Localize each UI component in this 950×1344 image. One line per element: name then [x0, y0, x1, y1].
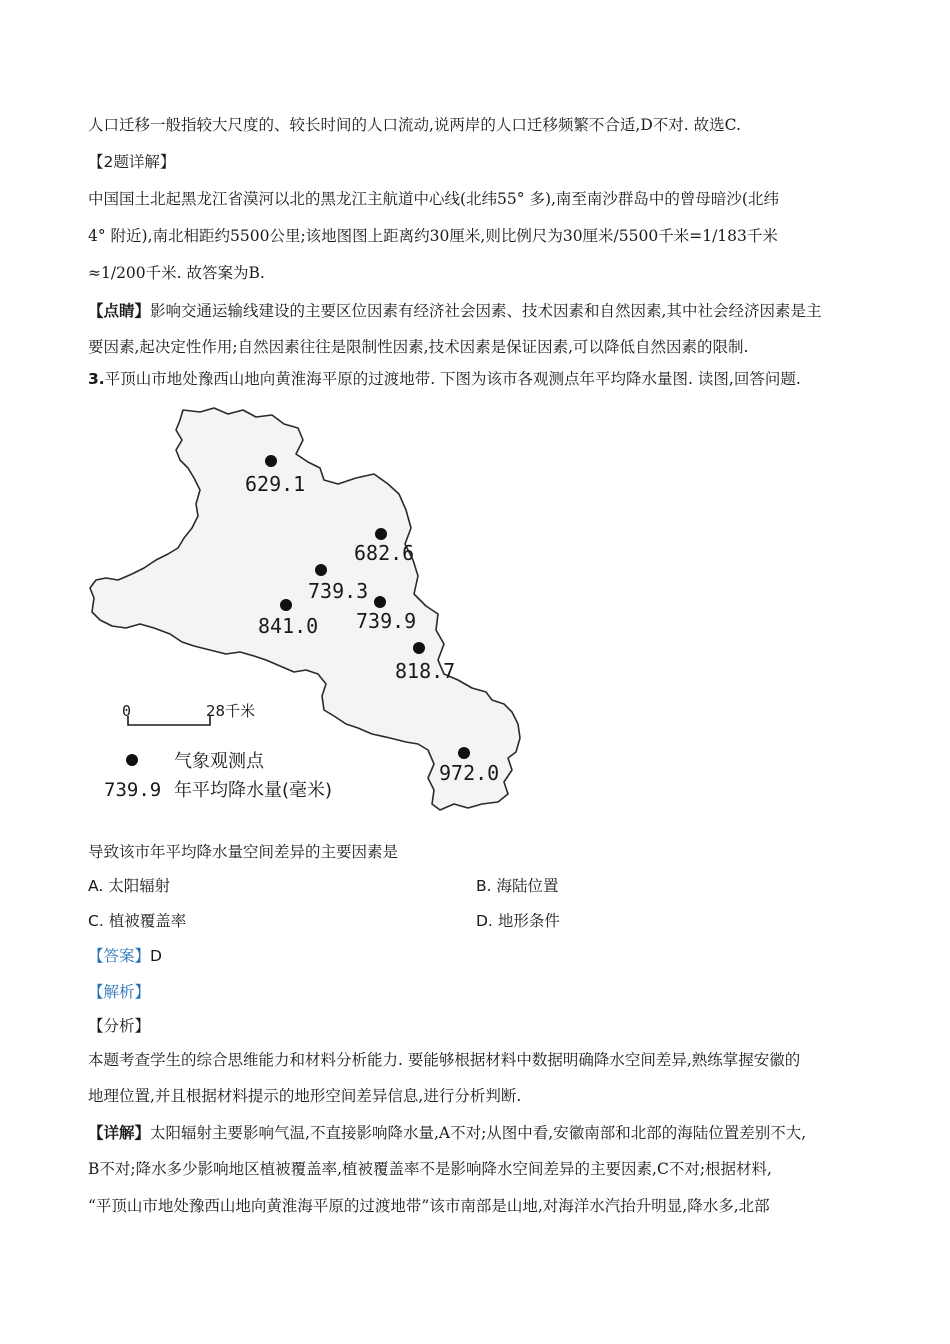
station-marker — [315, 564, 327, 576]
question-3-title — [88, 372, 801, 388]
legend-value-example: 739.9 — [104, 779, 162, 801]
legend-marker — [126, 754, 138, 766]
option-d-text: 地形条件 — [497, 912, 560, 930]
scale-end-label: 28千米 — [206, 702, 256, 720]
detail-tag: 【详解】 — [88, 1123, 151, 1142]
option-b-text: 海陆位置 — [496, 877, 559, 895]
option-a-letter: A. — [88, 877, 104, 895]
tip-line-1 — [88, 303, 821, 320]
detail-line-3: “平顶山市地处豫西山地向黄淮海平原的过渡地带”该市南部是山地,对海洋水汽抬升明显,降水多,北部 — [88, 1197, 770, 1215]
fenxi-line-1: 本题考查学生的综合思维能力和材料分析能力. 要能够根据材料中数据明确降水空间差异,熟练掌握安徽的 — [88, 1051, 801, 1069]
station-value: 972.0 — [439, 761, 500, 785]
legend — [104, 751, 332, 801]
answer-tag: 【答案】 — [88, 947, 151, 965]
legend-station-label: 气象观测点 — [174, 751, 264, 772]
detail-text-1: 太阳辐射主要影响气温,不直接影响降水量,A不对;从图中看,安徽南部和北部的海陆位置差别不大, — [150, 1124, 807, 1142]
option-d — [476, 914, 560, 930]
station-value: 739.9 — [356, 609, 417, 633]
station-value: 818.7 — [395, 659, 456, 683]
question-number: 3. — [88, 370, 105, 388]
option-a-text: 太阳辐射 — [108, 877, 171, 895]
answer-value: D — [150, 947, 162, 965]
station-marker — [280, 599, 292, 611]
station-marker — [458, 747, 470, 759]
q2-detail-header: 【2题详解】 — [88, 153, 176, 171]
tip-tag: 【点睛】 — [88, 301, 151, 320]
precipitation-map — [88, 398, 538, 828]
option-a — [88, 879, 170, 895]
station-value: 629.1 — [245, 472, 306, 496]
q2-detail-line-3: ≈1/200千米. 故答案为B. — [88, 264, 265, 282]
option-b-letter: B. — [476, 877, 492, 895]
city-boundary — [90, 408, 520, 810]
paragraph-conclusion: 人口迁移一般指较大尺度的、较长时间的人口流动,说两岸的人口迁移频繁不合适,D不对. 故选C. — [88, 116, 741, 134]
station-marker — [375, 528, 387, 540]
question-stem: 导致该市年平均降水量空间差异的主要因素是 — [88, 843, 399, 861]
option-c-text: 植被覆盖率 — [108, 912, 187, 930]
question-3-text: 平顶山市地处豫西山地向黄淮海平原的过渡地带. 下图为该市各观测点年平均降水量图. 读图,回答问题. — [104, 370, 801, 388]
option-c-letter: C. — [88, 912, 104, 930]
detail-line-1 — [88, 1125, 806, 1142]
scale-zero: 0 — [122, 702, 132, 720]
q2-detail-line-1: 中国国土北起黑龙江省漠河以北的黑龙江主航道中心线(北纬55° 多),南至南沙群岛中的曾母暗沙(北纬 — [88, 190, 779, 208]
fenxi-line-2: 地理位置,并且根据材料提示的地形空间差异信息,进行分析判断. — [88, 1087, 522, 1105]
station-marker — [413, 642, 425, 654]
q2-detail-line-2: 4° 附近),南北相距约5500公里;该地图图上距离约30厘米,则比例尺为30厘米/5500千米=1/183千米 — [88, 227, 778, 245]
station-value: 682.6 — [354, 541, 415, 565]
scale-bar — [122, 702, 255, 725]
option-d-letter: D. — [476, 912, 493, 930]
scale-line — [128, 716, 210, 725]
station-marker — [374, 596, 386, 608]
station-value: 739.3 — [308, 579, 369, 603]
station-marker — [265, 455, 277, 467]
tip-line-2: 要因素,起决定性作用;自然因素往往是限制性因素,技术因素是保证因素,可以降低自然因素的限制. — [88, 338, 749, 356]
option-c — [88, 914, 186, 930]
fenxi-tag: 【分析】 — [88, 1017, 151, 1035]
option-b — [476, 879, 559, 895]
legend-value-label: 年平均降水量(毫米) — [174, 780, 333, 801]
answer-line — [88, 949, 162, 965]
station-value: 841.0 — [258, 614, 319, 638]
analysis-tag: 【解析】 — [88, 983, 151, 1001]
tip-text-1: 影响交通运输线建设的主要区位因素有经济社会因素、技术因素和自然因素,其中社会经济因素是主 — [150, 302, 822, 320]
detail-line-2: B不对;降水多少影响地区植被覆盖率,植被覆盖率不是影响降水空间差异的主要因素,C不对;根据材料, — [88, 1160, 772, 1178]
